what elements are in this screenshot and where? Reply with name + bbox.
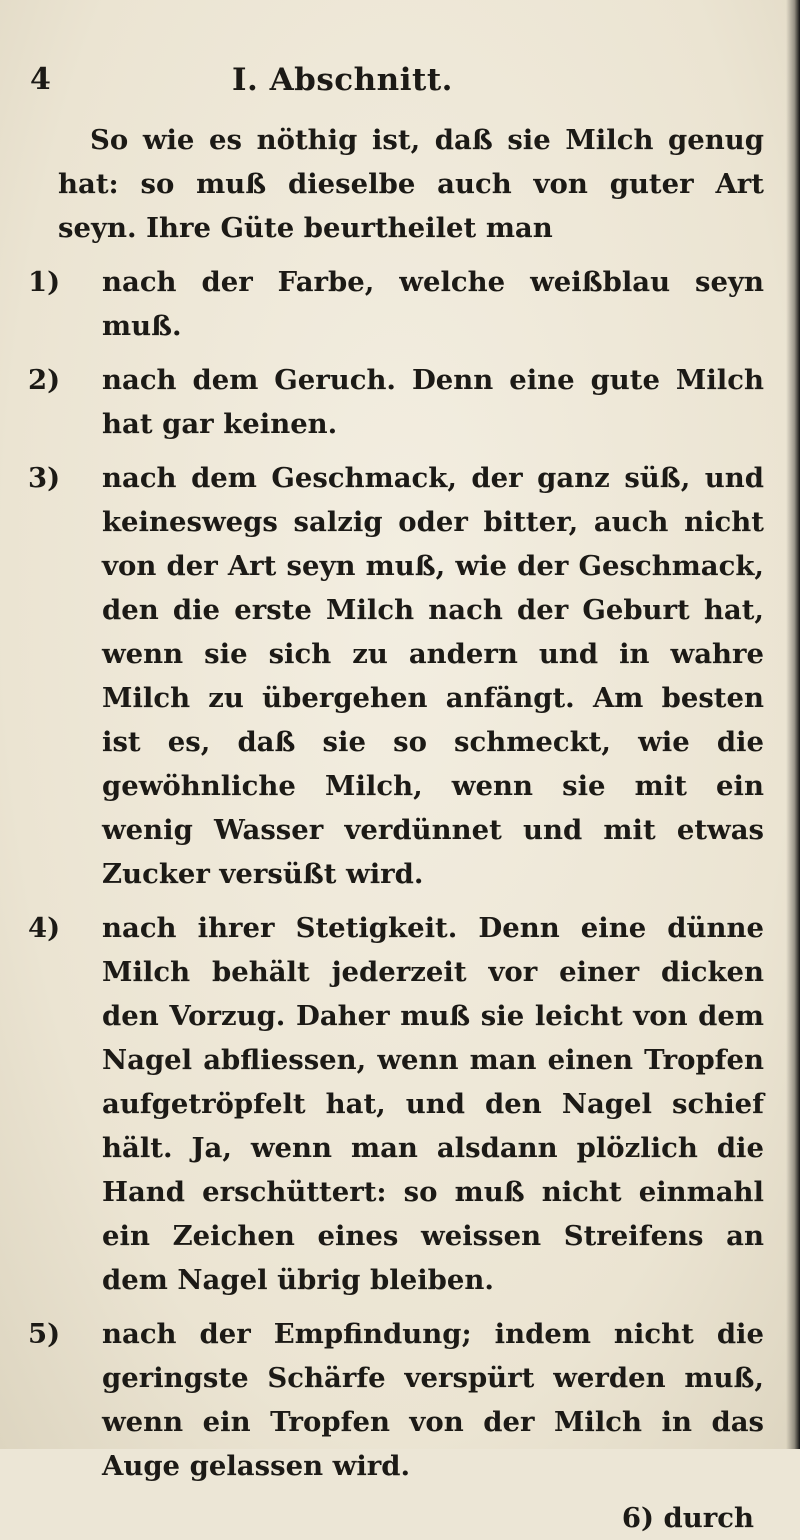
page-number: 4 bbox=[30, 62, 51, 97]
list-item bbox=[28, 1312, 764, 1488]
item-number: 1) bbox=[28, 266, 61, 298]
list-item bbox=[28, 456, 764, 896]
running-header bbox=[0, 62, 800, 102]
item-number: 4) bbox=[28, 912, 61, 944]
catchword: 6) durch bbox=[621, 1502, 754, 1534]
item-text: nach der Farbe, welche weißblau seyn muß. bbox=[102, 266, 764, 342]
body-text bbox=[28, 118, 764, 1540]
list-item bbox=[28, 358, 764, 446]
item-number: 5) bbox=[28, 1318, 61, 1350]
item-text: nach ihrer Stetigkeit. Denn eine dünne Milch behält jederzeit vor einer dicken den Vorzug. Daher muß sie leicht von dem Nagel abfliessen, wenn man einen Tropfen aufgetröpfelt hat, und den Nagel schief hält. Ja, wenn man alsdann plözlich die Hand erschüttert: so muß nicht einmahl ein Zeichen eines weissen Streifens an dem Nagel übrig bleiben. bbox=[102, 912, 764, 1296]
item-text: nach der Empfindung; indem nicht die geringste Schärfe verspürt werden muß, wenn ein Tropfen von der Milch in das Auge gelassen wird. bbox=[102, 1318, 764, 1482]
intro-paragraph: So wie es nöthig ist, daß sie Milch genug hat: so muß dieselbe auch von guter Art seyn. Ihre Güte beurtheilet man bbox=[58, 124, 764, 244]
item-number: 2) bbox=[28, 364, 61, 396]
item-number: 3) bbox=[28, 462, 61, 494]
page-edge-shadow bbox=[786, 0, 800, 1449]
section-title: I. Abschnitt. bbox=[232, 62, 453, 98]
item-text: nach dem Geschmack, der ganz süß, und keineswegs salzig oder bitter, auch nicht von der Art seyn muß, wie der Geschmack, den die erste Milch nach der Geburt hat, wenn sie sich zu andern und in wahre Milch zu übergehen anfängt. Am besten ist es, daß sie so schmeckt, wie die gewöhnliche Milch, wenn sie mit ein wenig Wasser verdünnet und mit etwas Zucker versüßt wird. bbox=[102, 462, 764, 890]
item-text: nach dem Geruch. Denn eine gute Milch hat gar keinen. bbox=[102, 364, 764, 440]
list-item bbox=[28, 906, 764, 1302]
list-item bbox=[28, 260, 764, 348]
